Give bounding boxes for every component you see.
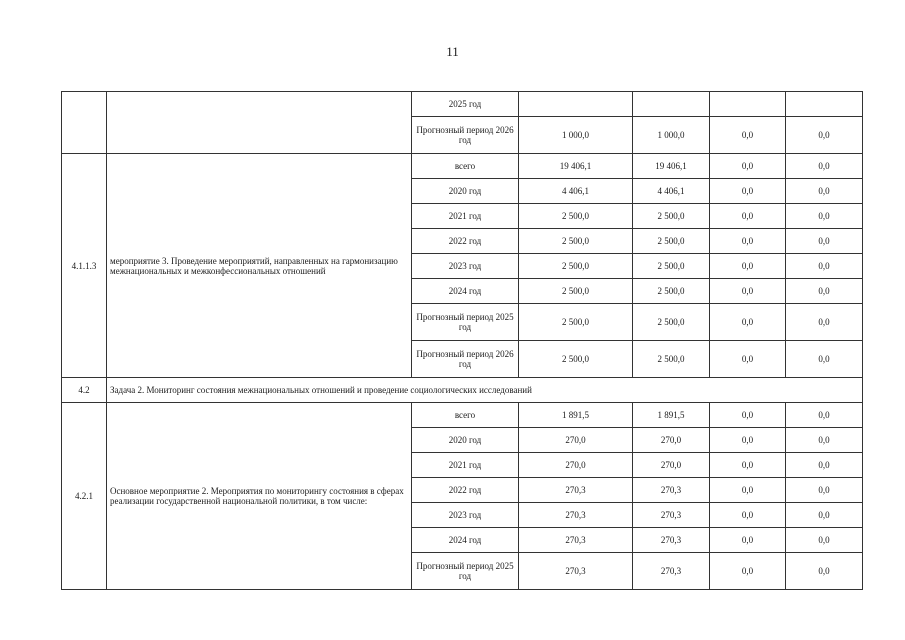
value-cell: 1 000,0	[633, 117, 710, 154]
value-cell: 0,0	[710, 229, 786, 254]
value-cell: 2 500,0	[633, 204, 710, 229]
value-cell	[633, 92, 710, 117]
value-cell: 2 500,0	[519, 204, 633, 229]
value-cell: 1 000,0	[519, 117, 633, 154]
period-cell: 2024 год	[412, 279, 519, 304]
value-cell: 0,0	[786, 553, 863, 590]
value-cell: 2 500,0	[519, 304, 633, 341]
value-cell: 0,0	[786, 428, 863, 453]
period-cell: 2020 год	[412, 179, 519, 204]
value-cell: 4 406,1	[519, 179, 633, 204]
row-code	[62, 92, 107, 154]
period-cell: Прогнозный период 2025 год	[412, 553, 519, 590]
value-cell: 0,0	[710, 528, 786, 553]
value-cell: 0,0	[710, 428, 786, 453]
value-cell: 2 500,0	[519, 254, 633, 279]
value-cell: 270,3	[633, 553, 710, 590]
value-cell: 0,0	[710, 279, 786, 304]
value-cell: 0,0	[710, 553, 786, 590]
value-cell: 19 406,1	[519, 154, 633, 179]
period-cell: 2020 год	[412, 428, 519, 453]
row-description: Основное мероприятие 2. Мероприятия по мониторингу состояния в сферах реализации государственной национальной политики, в том числе:	[107, 403, 412, 590]
value-cell: 0,0	[710, 304, 786, 341]
row-code: 4.2	[62, 378, 107, 403]
value-cell: 2 500,0	[633, 229, 710, 254]
value-cell: 270,3	[633, 528, 710, 553]
value-cell: 0,0	[710, 503, 786, 528]
value-cell: 19 406,1	[633, 154, 710, 179]
row-description: мероприятие 3. Проведение мероприятий, направленных на гармонизацию межнациональных и межконфессиональных отношений	[107, 154, 412, 378]
value-cell: 0,0	[786, 229, 863, 254]
value-cell: 0,0	[786, 528, 863, 553]
value-cell: 1 891,5	[519, 403, 633, 428]
value-cell: 270,0	[633, 453, 710, 478]
value-cell: 0,0	[710, 254, 786, 279]
value-cell: 270,3	[519, 553, 633, 590]
value-cell	[519, 92, 633, 117]
table-row	[62, 92, 863, 117]
value-cell: 0,0	[710, 403, 786, 428]
value-cell: 270,0	[633, 428, 710, 453]
value-cell: 0,0	[786, 304, 863, 341]
value-cell: 0,0	[710, 154, 786, 179]
value-cell: 0,0	[786, 503, 863, 528]
period-cell: Прогнозный период 2026 год	[412, 341, 519, 378]
value-cell: 0,0	[786, 154, 863, 179]
value-cell: 270,3	[519, 503, 633, 528]
period-cell: 2024 год	[412, 528, 519, 553]
value-cell: 0,0	[710, 117, 786, 154]
value-cell: 0,0	[786, 204, 863, 229]
value-cell: 2 500,0	[633, 279, 710, 304]
value-cell: 0,0	[786, 254, 863, 279]
period-cell: 2025 год	[412, 92, 519, 117]
value-cell: 0,0	[710, 478, 786, 503]
value-cell: 0,0	[710, 341, 786, 378]
value-cell: 0,0	[786, 341, 863, 378]
value-cell: 0,0	[786, 279, 863, 304]
period-cell: всего	[412, 403, 519, 428]
row-description	[107, 92, 412, 154]
period-cell: 2023 год	[412, 503, 519, 528]
value-cell: 0,0	[786, 179, 863, 204]
value-cell: 2 500,0	[633, 304, 710, 341]
value-cell: 270,0	[519, 428, 633, 453]
value-cell: 270,3	[519, 528, 633, 553]
period-cell: 2022 год	[412, 478, 519, 503]
task-row	[62, 378, 863, 403]
value-cell	[710, 92, 786, 117]
period-cell: 2023 год	[412, 254, 519, 279]
value-cell: 0,0	[786, 403, 863, 428]
period-cell: всего	[412, 154, 519, 179]
period-cell: 2022 год	[412, 229, 519, 254]
budget-table	[61, 91, 863, 590]
value-cell: 270,3	[633, 503, 710, 528]
period-cell: Прогнозный период 2026 год	[412, 117, 519, 154]
page-number: 11	[446, 44, 459, 59]
value-cell: 0,0	[786, 117, 863, 154]
value-cell: 2 500,0	[633, 341, 710, 378]
row-code: 4.1.1.3	[62, 154, 107, 378]
period-cell: Прогнозный период 2025 год	[412, 304, 519, 341]
value-cell: 2 500,0	[519, 279, 633, 304]
value-cell: 270,3	[519, 478, 633, 503]
table-row	[62, 154, 863, 179]
value-cell: 1 891,5	[633, 403, 710, 428]
table-row	[62, 403, 863, 428]
value-cell: 0,0	[786, 453, 863, 478]
task-title: Задача 2. Мониторинг состояния межнациональных отношений и проведение социологических исследований	[107, 378, 863, 403]
value-cell: 0,0	[710, 453, 786, 478]
value-cell: 0,0	[710, 204, 786, 229]
value-cell: 2 500,0	[519, 341, 633, 378]
value-cell: 270,3	[633, 478, 710, 503]
value-cell: 2 500,0	[633, 254, 710, 279]
value-cell: 0,0	[786, 478, 863, 503]
value-cell: 270,0	[519, 453, 633, 478]
period-cell: 2021 год	[412, 204, 519, 229]
value-cell: 4 406,1	[633, 179, 710, 204]
value-cell: 2 500,0	[519, 229, 633, 254]
row-code: 4.2.1	[62, 403, 107, 590]
period-cell: 2021 год	[412, 453, 519, 478]
value-cell: 0,0	[710, 179, 786, 204]
value-cell	[786, 92, 863, 117]
